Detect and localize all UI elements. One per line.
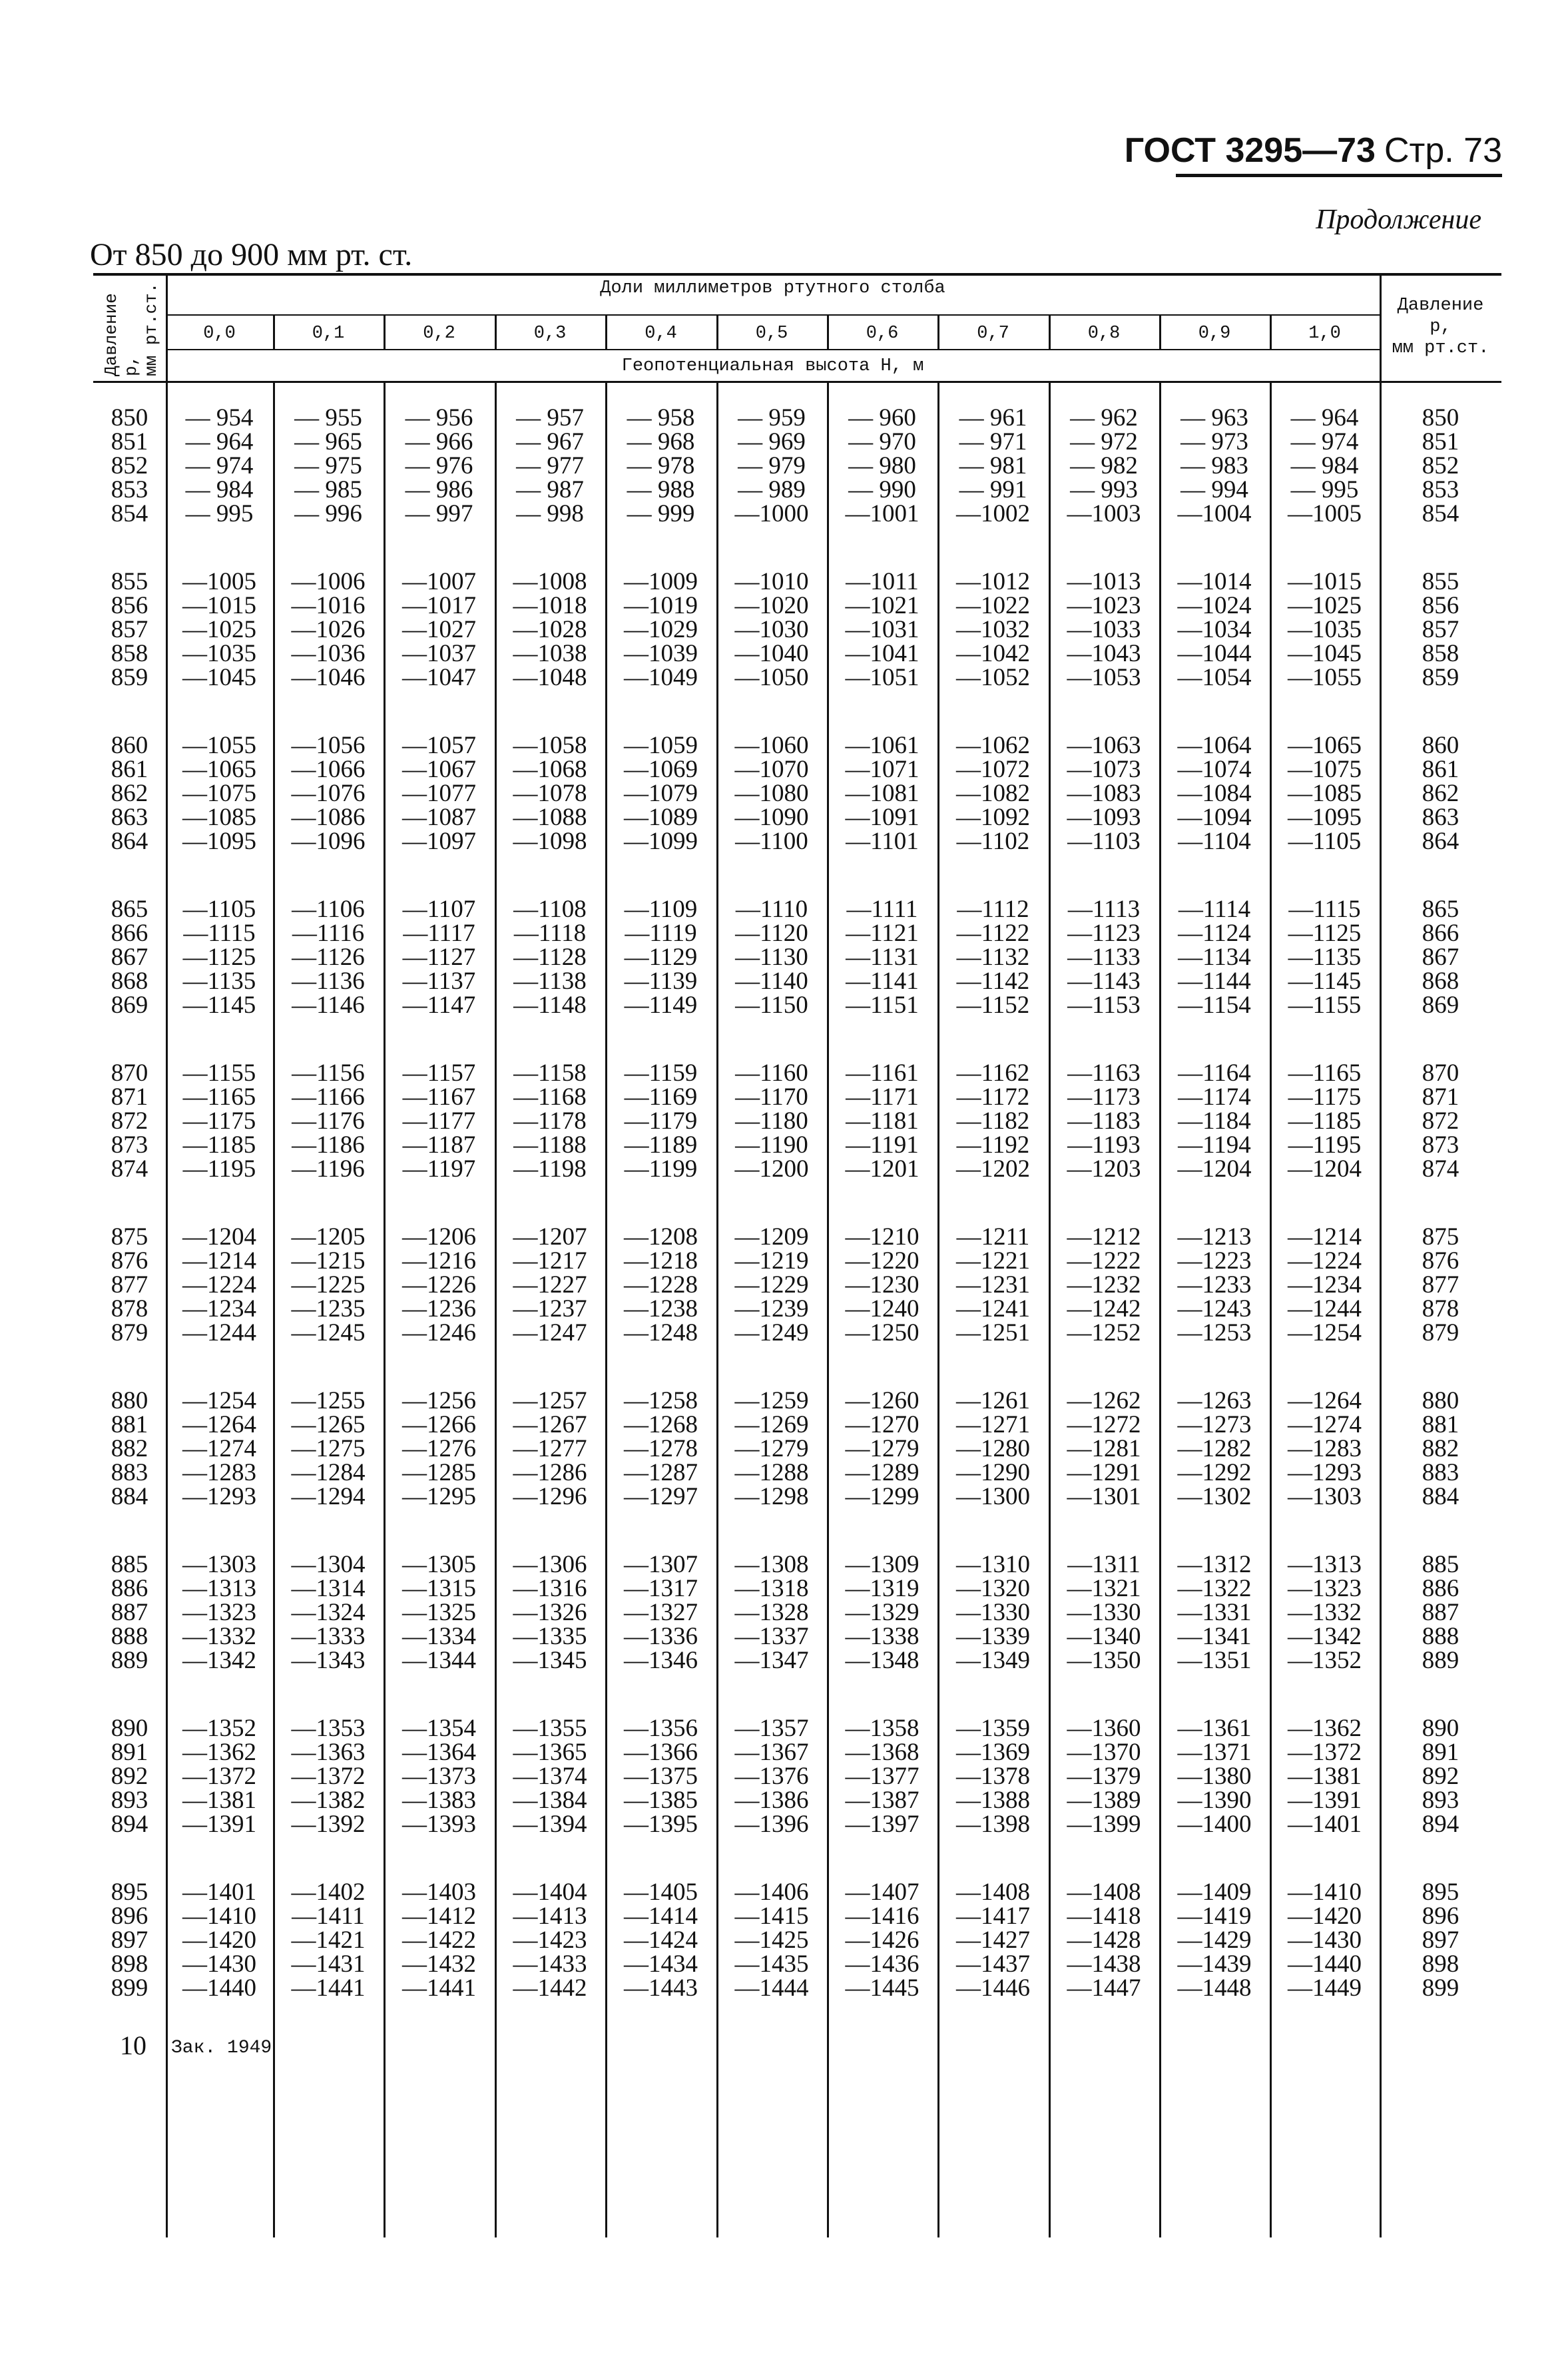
header-fraction-10: 1,0 <box>1308 324 1341 344</box>
altitude-cell-group: —1254 —1264 —1274 —1283 —1293 <box>182 1387 256 1510</box>
altitude-cell-group: —1264 —1274 —1283 —1293 —1303 <box>1288 1387 1362 1510</box>
altitude-cell-group: —1306 —1316 —1326 —1335 —1345 <box>513 1551 587 1674</box>
altitude-cell-group: —1404 —1413 —1423 —1433 —1442 <box>513 1879 587 2002</box>
altitude-cell-group: —1163 —1173 —1183 —1193 —1203 <box>1067 1059 1141 1183</box>
altitude-cell-group: —1359 —1369 —1378 —1388 —1398 <box>956 1715 1030 1838</box>
altitude-cell-group: —1362 —1372 —1381 —1391 —1401 <box>1288 1715 1362 1838</box>
pressure-left-column: 850 851 852 853 854 <box>111 404 148 527</box>
altitude-cell-group: —1108 —1118 —1128 —1138 —1148 <box>513 896 587 1019</box>
header-pressure-left-2: мм рт.ст. <box>141 282 161 376</box>
altitude-cell-group: —1213 —1223 —1233 —1243 —1253 <box>1177 1223 1252 1346</box>
header-bottom-rule <box>93 381 1501 383</box>
altitude-cell-group: —1305 —1315 —1325 —1334 —1344 <box>402 1551 476 1674</box>
altitude-cell-group: —1410 —1420 —1430 —1440 —1449 <box>1288 1879 1362 2002</box>
altitude-cell-group: —1405 —1414 —1424 —1434 —1443 <box>624 1879 698 2002</box>
altitude-cell-group: —1354 —1364 —1373 —1383 —1393 <box>402 1715 476 1838</box>
altitude-cell-group: —1205 —1215 —1225 —1235 —1245 <box>291 1223 366 1346</box>
pressure-right-column: 895 896 897 898 899 <box>1422 1879 1459 2002</box>
page-header <box>1125 131 1502 170</box>
altitude-cell-group: — 954 — 964 — 974 — 984 — 995 <box>185 404 254 527</box>
altitude-cell-group: —1159 —1169 —1179 —1189 —1199 <box>624 1059 698 1183</box>
altitude-cell-group: —1357 —1367 —1376 —1386 —1396 <box>734 1715 809 1838</box>
altitude-cell-group: —1160 —1170 —1180 —1190 —1200 <box>734 1059 809 1183</box>
altitude-cell-group: —1164 —1174 —1184 —1194 —1204 <box>1177 1059 1252 1183</box>
altitude-cell-group: —1065 —1075 —1085 —1095 —1105 <box>1288 732 1362 855</box>
altitude-cell-group: —1408 —1417 —1427 —1437 —1446 <box>956 1879 1030 2002</box>
altitude-cell-group: —1005 —1015 —1025 —1035 —1045 <box>182 568 256 691</box>
altitude-cell-group: —1255 —1265 —1275 —1284 —1294 <box>291 1387 366 1510</box>
pressure-left-column: 880 881 882 883 884 <box>111 1387 148 1510</box>
header-fraction-0: 0,0 <box>203 324 236 344</box>
altitude-cell-group: — 955 — 965 — 975 — 985 — 996 <box>294 404 362 527</box>
pressure-left-column: 860 861 862 863 864 <box>111 732 148 855</box>
pressure-left-column: 865 866 867 868 869 <box>111 896 148 1019</box>
altitude-cell-group: —1402 —1411 —1421 —1431 —1441 <box>291 1879 366 2002</box>
altitude-cell-group: —1009 —1019 —1029 —1039 —1049 <box>624 568 698 691</box>
altitude-cell-group: —1057 —1067 —1077 —1087 —1097 <box>402 732 476 855</box>
subtitle-row-rule <box>166 349 1380 350</box>
header-group-label: Доли миллиметров ртутного столба <box>600 278 945 298</box>
header-fraction-4: 0,4 <box>645 324 677 344</box>
order-number: Зак. 1949 <box>171 2038 272 2058</box>
pressure-right-column: 870 871 872 873 874 <box>1422 1059 1459 1183</box>
altitude-cell-group: —1014 —1024 —1034 —1044 —1054 <box>1177 568 1252 691</box>
altitude-cell-group: —1206 —1216 —1226 —1236 —1246 <box>402 1223 476 1346</box>
pressure-right-column: 880 881 882 883 884 <box>1422 1387 1459 1510</box>
altitude-cell-group: —1112 —1122 —1132 —1142 —1152 <box>956 896 1030 1019</box>
altitude-cell-group: —1109 —1119 —1129 —1139 —1149 <box>624 896 698 1019</box>
altitude-cell-group: —1210 —1220 —1230 —1240 —1250 <box>845 1223 919 1346</box>
altitude-cell-group: —1063 —1073 —1083 —1093 —1103 <box>1067 732 1141 855</box>
altitude-cell-group: —1358 —1368 —1377 —1387 —1397 <box>845 1715 919 1838</box>
altitude-cell-group: —1207 —1217 —1227 —1237 —1247 <box>513 1223 587 1346</box>
header-fraction-2: 0,2 <box>423 324 455 344</box>
standard-number: ГОСТ 3295—73 <box>1124 131 1376 170</box>
altitude-cell-group: —1156 —1166 —1176 —1186 —1196 <box>292 1059 365 1183</box>
altitude-cell-group: —1060 —1070 —1080 —1090 —1100 <box>734 732 809 855</box>
altitude-cell-group: —1010 —1020 —1030 —1040 —1050 <box>734 568 809 691</box>
altitude-cell-group: —1113 —1123 —1133 —1143 —1153 <box>1067 896 1141 1019</box>
altitude-cell-group: —1155 —1165 —1175 —1185 —1195 <box>182 1059 256 1183</box>
altitude-cell-group: —1161 —1171 —1181 —1191 —1201 <box>845 1059 919 1183</box>
pressure-right-column: 860 861 862 863 864 <box>1422 732 1459 855</box>
altitude-cell-group: —1409 —1419 —1429 —1439 —1448 <box>1177 1879 1252 2002</box>
header-pressure-right-2: мм рт.ст. <box>1392 338 1489 358</box>
altitude-cell-group: —1106 —1116 —1126 —1136 —1146 <box>292 896 365 1019</box>
altitude-cell-group: —1013 —1023 —1033 —1043 —1053 <box>1067 568 1141 691</box>
pressure-left-column: 895 896 897 898 899 <box>111 1879 148 2002</box>
altitude-cell-group: —1259 —1269 —1279 —1288 —1298 <box>734 1387 809 1510</box>
altitude-cell-group: —1114 —1124 —1134 —1144 —1154 <box>1178 896 1251 1019</box>
header-fraction-1: 0,1 <box>312 324 345 344</box>
page-label: Стр. 73 <box>1384 131 1502 170</box>
altitude-cell-group: — 957 — 967 — 977 — 987 — 998 <box>516 404 584 527</box>
altitude-cell-group: —1006 —1016 —1026 —1036 —1046 <box>291 568 366 691</box>
altitude-cell-group: —1361 —1371 —1380 —1390 —1400 <box>1177 1715 1252 1838</box>
altitude-cell-group: —1360 —1370 —1379 —1389 —1399 <box>1067 1715 1141 1838</box>
altitude-cell-group: —1212 —1222 —1232 —1242 —1252 <box>1067 1223 1141 1346</box>
altitude-cell-group: —1064 —1074 —1084 —1094 —1104 <box>1177 732 1252 855</box>
altitude-cell-group: —1303 —1313 —1323 —1332 —1342 <box>182 1551 256 1674</box>
altitude-cell-group: —1356 —1366 —1375 —1385 —1395 <box>624 1715 698 1838</box>
pressure-left-column: 870 871 872 873 874 <box>111 1059 148 1183</box>
pressure-right-column: 850 851 852 853 854 <box>1422 404 1459 527</box>
altitude-cell-group: —1204 —1214 —1224 —1234 —1244 <box>182 1223 256 1346</box>
altitude-cell-group: —1307 —1317 —1327 —1336 —1346 <box>624 1551 698 1674</box>
altitude-cell-group: —1208 —1218 —1228 —1238 —1248 <box>624 1223 698 1346</box>
altitude-cell-group: —1107 —1117 —1127 —1137 —1147 <box>402 896 476 1019</box>
altitude-cell-group: —1309 —1319 —1329 —1338 —1348 <box>845 1551 919 1674</box>
altitude-cell-group: —1015 —1025 —1035 —1045 —1055 <box>1288 568 1362 691</box>
altitude-cell-group: —1304 —1314 —1324 —1333 —1343 <box>291 1551 366 1674</box>
altitude-cell-group: —1311 —1321 —1330 —1340 —1350 <box>1067 1551 1141 1674</box>
altitude-cell-group: —1115 —1125 —1135 —1145 —1155 <box>1288 896 1362 1019</box>
altitude-cell-group: — 961 — 971 — 981 — 991 —1002 <box>956 404 1030 527</box>
fraction-row-rule <box>166 314 1380 316</box>
header-fraction-5: 0,5 <box>755 324 788 344</box>
altitude-cell-group: — 958 — 968 — 978 — 988 — 999 <box>627 404 695 527</box>
altitude-cell-group: —1406 —1415 —1425 —1435 —1444 <box>734 1879 809 2002</box>
altitude-cell-group: —1158 —1168 —1178 —1188 —1198 <box>513 1059 587 1183</box>
altitude-cell-group: —1401 —1410 —1420 —1430 —1440 <box>182 1879 256 2002</box>
altitude-cell-group: —1353 —1363 —1372 —1382 —1392 <box>291 1715 366 1838</box>
altitude-cell-group: —1262 —1272 —1281 —1291 —1301 <box>1067 1387 1141 1510</box>
altitude-table <box>93 273 1501 2354</box>
pressure-left-column: 875 876 877 878 879 <box>111 1223 148 1346</box>
header-subtitle: Геопотенциальная высота H, м <box>621 356 924 376</box>
header-fraction-3: 0,3 <box>533 324 567 344</box>
altitude-cell-group: — 963 — 973 — 983 — 994 —1004 <box>1177 404 1252 527</box>
header-pressure-left-1: p, <box>121 355 141 376</box>
altitude-cell-group: —1105 —1115 —1125 —1135 —1145 <box>182 896 256 1019</box>
page-number: 10 <box>120 2030 146 2060</box>
header-pressure-right-0: Давление <box>1397 296 1484 316</box>
header-fraction-7: 0,7 <box>977 324 1009 344</box>
altitude-cell-group: —1007 —1017 —1027 —1037 —1047 <box>402 568 476 691</box>
altitude-cell-group: —1165 —1175 —1185 —1195 —1204 <box>1288 1059 1362 1183</box>
header-rule <box>1176 174 1502 177</box>
header-fraction-8: 0,8 <box>1087 324 1121 344</box>
altitude-cell-group: —1211 —1221 —1231 —1241 —1251 <box>956 1223 1030 1346</box>
altitude-cell-group: —1263 —1273 —1282 —1292 —1302 <box>1177 1387 1252 1510</box>
altitude-cell-group: —1012 —1022 —1032 —1042 —1052 <box>956 568 1030 691</box>
header-fraction-6: 0,6 <box>866 324 899 344</box>
altitude-cell-group: — 964 — 974 — 984 — 995 —1005 <box>1288 404 1362 527</box>
altitude-cell-group: —1157 —1167 —1177 —1187 —1197 <box>402 1059 476 1183</box>
pressure-left-column: 885 886 887 888 889 <box>111 1551 148 1674</box>
pressure-right-column: 885 886 887 888 889 <box>1422 1551 1459 1674</box>
altitude-cell-group: —1310 —1320 —1330 —1339 —1349 <box>956 1551 1030 1674</box>
altitude-cell-group: —1162 —1172 —1182 —1192 —1202 <box>956 1059 1030 1183</box>
continuation-label: Продолжение <box>1316 204 1481 235</box>
altitude-cell-group: —1261 —1271 —1280 —1290 —1300 <box>956 1387 1030 1510</box>
altitude-cell-group: —1308 —1318 —1328 —1337 —1347 <box>734 1551 809 1674</box>
pressure-left-column: 890 891 892 893 894 <box>111 1715 148 1838</box>
altitude-cell-group: —1011 —1021 —1031 —1041 —1051 <box>845 568 919 691</box>
altitude-cell-group: —1403 —1412 —1422 —1432 —1441 <box>402 1879 476 2002</box>
altitude-cell-group: —1056 —1066 —1076 —1086 —1096 <box>291 732 366 855</box>
altitude-cell-group: —1061 —1071 —1081 —1091 —1101 <box>845 732 919 855</box>
altitude-cell-group: —1008 —1018 —1028 —1038 —1048 <box>513 568 587 691</box>
altitude-cell-group: —1214 —1224 —1234 —1244 —1254 <box>1288 1223 1362 1346</box>
table-top-rule <box>93 273 1501 276</box>
pressure-right-column: 855 856 857 858 859 <box>1422 568 1459 691</box>
altitude-cell-group: —1313 —1323 —1332 —1342 —1352 <box>1288 1551 1362 1674</box>
altitude-cell-group: —1111 —1121 —1131 —1141 —1151 <box>846 896 919 1019</box>
pressure-right-column: 890 891 892 893 894 <box>1422 1715 1459 1838</box>
altitude-cell-group: —1408 —1418 —1428 —1438 —1447 <box>1067 1879 1141 2002</box>
range-title: От 850 до 900 мм рт. ст. <box>90 237 413 272</box>
altitude-cell-group: —1352 —1362 —1372 —1381 —1391 <box>182 1715 256 1838</box>
altitude-cell-group: —1110 —1120 —1130 —1140 —1150 <box>735 896 808 1019</box>
altitude-cell-group: —1258 —1268 —1278 —1287 —1297 <box>624 1387 698 1510</box>
header-pressure-right-1: p, <box>1430 317 1451 337</box>
altitude-cell-group: —1407 —1416 —1426 —1436 —1445 <box>845 1879 919 2002</box>
altitude-cell-group: —1209 —1219 —1229 —1239 —1249 <box>734 1223 809 1346</box>
altitude-cell-group: —1312 —1322 —1331 —1341 —1351 <box>1177 1551 1252 1674</box>
altitude-cell-group: — 956 — 966 — 976 — 986 — 997 <box>405 404 473 527</box>
altitude-cell-group: — 960 — 970 — 980 — 990 —1001 <box>845 404 919 527</box>
altitude-cell-group: —1055 —1065 —1075 —1085 —1095 <box>182 732 256 855</box>
altitude-cell-group: —1256 —1266 —1276 —1285 —1295 <box>402 1387 476 1510</box>
pressure-right-column: 875 876 877 878 879 <box>1422 1223 1459 1346</box>
altitude-cell-group: — 959 — 969 — 979 — 989 —1000 <box>734 404 809 527</box>
altitude-cell-group: —1260 —1270 —1279 —1289 —1299 <box>845 1387 919 1510</box>
altitude-cell-group: —1355 —1365 —1374 —1384 —1394 <box>513 1715 587 1838</box>
altitude-cell-group: —1062 —1072 —1082 —1092 —1102 <box>956 732 1030 855</box>
altitude-cell-group: —1058 —1068 —1078 —1088 —1098 <box>513 732 587 855</box>
altitude-cell-group: —1257 —1267 —1277 —1286 —1296 <box>513 1387 587 1510</box>
pressure-right-column: 865 866 867 868 869 <box>1422 896 1459 1019</box>
altitude-cell-group: —1059 —1069 —1079 —1089 —1099 <box>624 732 698 855</box>
header-pressure-left-0: Давление <box>101 293 121 376</box>
header-fraction-9: 0,9 <box>1198 324 1231 344</box>
pressure-left-column: 855 856 857 858 859 <box>111 568 148 691</box>
altitude-cell-group: — 962 — 972 — 982 — 993 —1003 <box>1067 404 1141 527</box>
